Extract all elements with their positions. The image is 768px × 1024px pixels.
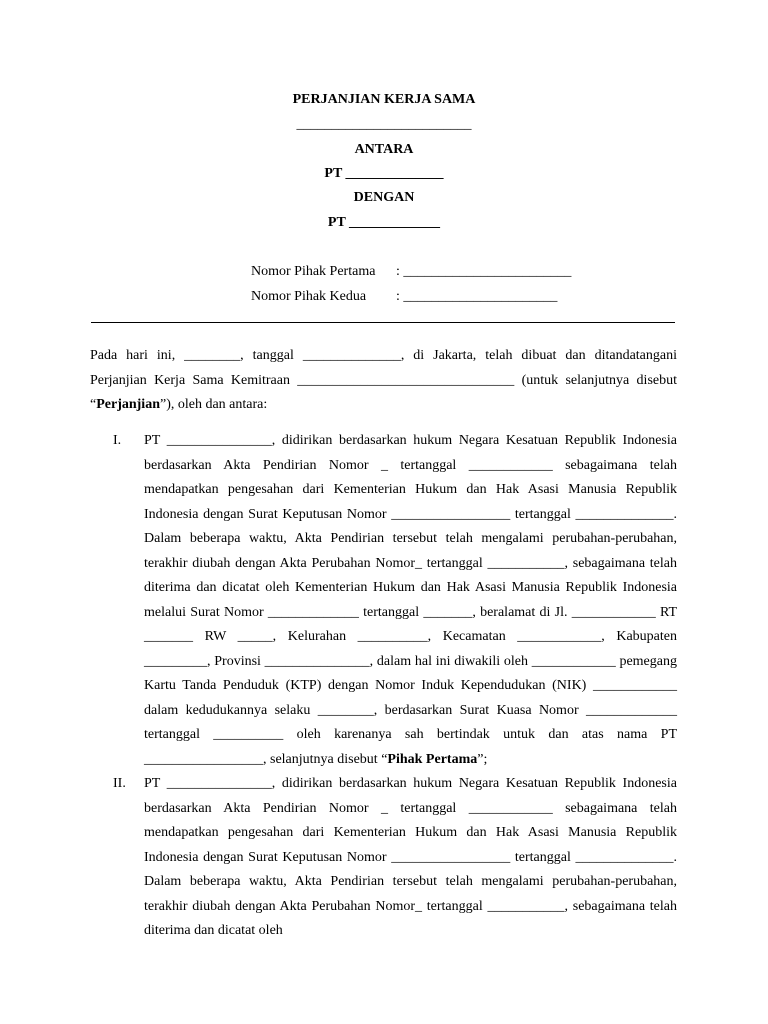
item-numeral: I. xyxy=(113,433,122,448)
with-label: DENGAN xyxy=(353,190,415,205)
item-numeral: II. xyxy=(113,776,126,791)
intro-text: Pada hari ini, ________, tanggal ______________, di Jakarta, telah dibuat dan ditandatangani Perjanjian Kerja Sama Kemitraan _______________________________ (untuk selanjutnya disebut “ xyxy=(90,348,677,412)
item-text: PT _______________, didirikan berdasarkan hukum Negara Kesatuan Republik Indonesia berdasarkan Akta Pendirian Nomor _ tertanggal ____________ sebagaimana telah mendapatkan pengesahan dari Kementerian Hukum dan Hak Asasi Manusia Republik Indonesia dengan Surat Keputusan Nomor _________________ tertanggal ______________. Dalam beberapa waktu, Akta Pendirian tersebut telah mengalami perubahan-perubahan, terakhir diubah dengan Akta Perubahan Nomor_ tertanggal ___________, sebagaimana telah diterima dan dicatat oleh xyxy=(144,776,677,938)
item-text-end: ”; xyxy=(477,751,488,767)
between-label: ANTARA xyxy=(354,142,414,157)
number-label: Nomor Pihak Kedua xyxy=(251,289,367,304)
number-label: Nomor Pihak Pertama xyxy=(251,264,376,279)
defined-term: Pihak Pertama xyxy=(387,751,478,767)
party-item-first xyxy=(90,429,677,772)
number-row-first-party xyxy=(251,264,571,280)
item-body xyxy=(144,429,677,772)
party-one-header: PT ______________ xyxy=(324,166,444,181)
header-divider xyxy=(91,322,675,323)
item-text: PT _______________, didirikan berdasarkan hukum Negara Kesatuan Republik Indonesia berdasarkan Akta Pendirian Nomor _ tertanggal ____________ sebagaimana telah mendapatkan pengesahan dari Kementerian Hukum dan Hak Asasi Manusia Republik Indonesia dengan Surat Keputusan Nomor _________________ tertanggal ______________. Dalam beberapa waktu, Akta Pendirian tersebut telah mengalami perubahan-perubahan, terakhir diubah dengan Akta Perubahan Nomor_ tertanggal ___________, sebagaimana telah diterima dan dicatat oleh Kementerian Hukum dan Hak Asasi Manusia Republik Indonesia melalui Surat Nomor _____________ tertanggal _______, beralamat di Jl. ____________ RT _______ RW _____, Kelurahan __________, Kecamatan ____________, Kabupaten _________, Provinsi _______________, dalam hal ini diwakili oleh ____________ pemegang Kartu Tanda Penduduk (KTP) dengan Nomor Induk Kependudukan (NIK) ____________ dalam kedudukannya selaku ________, berdasarkan Surat Kuasa Nomor _____________ tertanggal __________ oleh karenanya sah bertindak untuk dan atas nama PT _________________, selanjutnya disebut “ xyxy=(144,433,677,767)
number-value: : ________________________ xyxy=(396,264,572,279)
number-value: : ______________________ xyxy=(396,289,558,304)
number-row-second-party xyxy=(251,289,557,305)
item-body xyxy=(144,772,677,944)
party-item-second xyxy=(90,772,677,944)
document-title: PERJANJIAN KERJA SAMA xyxy=(292,92,476,107)
intro-paragraph xyxy=(90,344,677,418)
party-two-header: PT _____________ xyxy=(327,215,441,230)
intro-text-end: ”), oleh dan antara: xyxy=(159,397,268,412)
title-underline: _________________________ xyxy=(296,117,472,132)
defined-term: Perjanjian xyxy=(96,397,160,412)
